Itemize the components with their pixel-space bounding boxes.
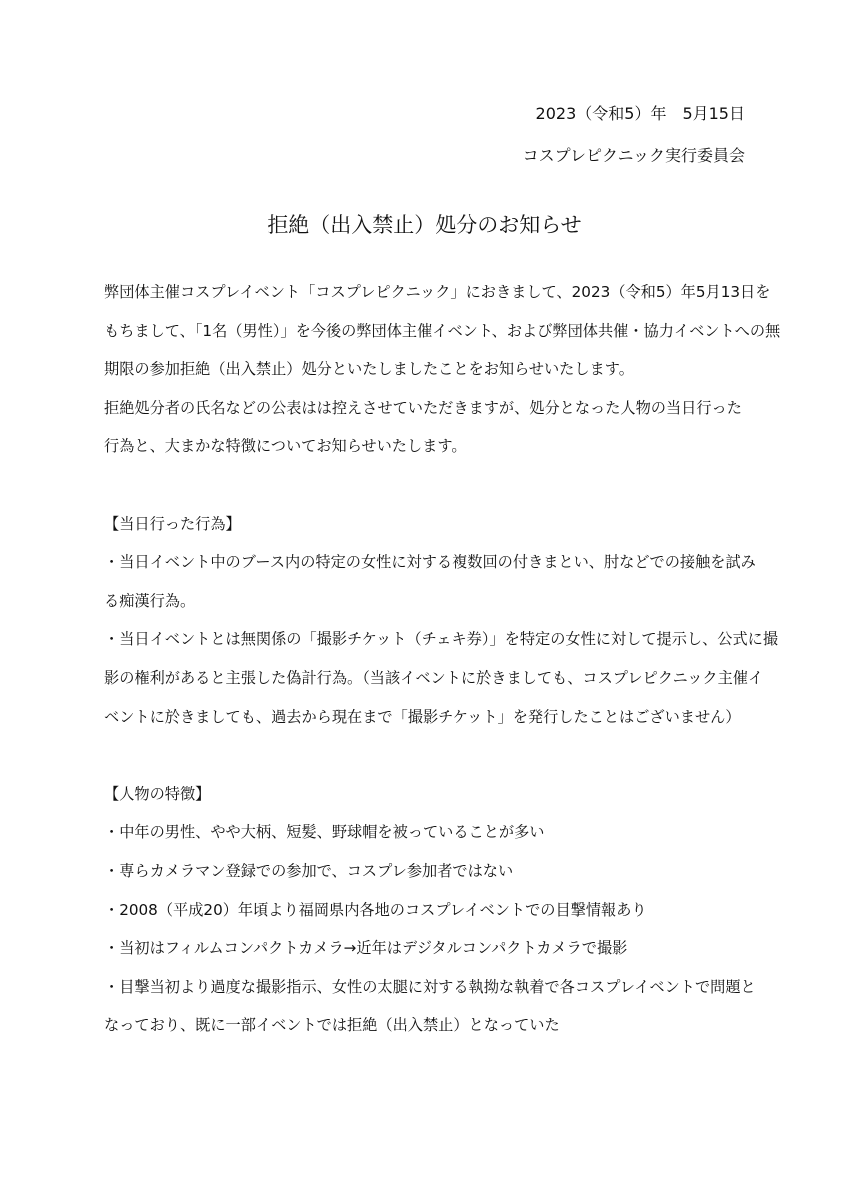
issuing-organization: コスプレピクニック実行委員会 [522, 146, 745, 165]
document-title: 拒絶（出入禁止）処分のお知らせ [267, 213, 582, 237]
section-spacer [104, 736, 764, 775]
section-spacer [104, 466, 764, 505]
actions-line: ベントに於きましても、過去から現在まで「撮影チケット」を発行したことはございません） [104, 707, 741, 726]
features-line: ・当初はフィルムコンパクトカメラ→近年はデジタルコンパクトカメラで撮影 [104, 939, 628, 958]
document-body [104, 273, 781, 1045]
actions-line: ・当日イベントとは無関係の「撮影チケット（チェキ券）」を特定の女性に対して提示し、公式に撮 [104, 630, 779, 649]
features-line: ・専らカメラマン登録での参加で、コスプレ参加者ではない [104, 861, 514, 880]
features-line: ・目撃当初より過度な撮影指示、女性の太腿に対する執拗な執着で各コスプレイベントで問題と [104, 977, 756, 996]
intro-line: 期限の参加拒絶（出入禁止）処分といたしましたことをお知らせいたします。 [104, 360, 634, 379]
actions-line: 影の権利があると主張した偽計行為。（当該イベントに於きましても、コスプレピクニック主催イ [104, 668, 764, 687]
actions-line: る痴漢行為。 [104, 591, 196, 610]
section-heading-actions: 【当日行った行為】 [104, 514, 241, 533]
intro-line: 行為と、大まかな特徴についてお知らせいたします。 [104, 437, 467, 456]
features-line: ・中年の男性、やや大柄、短髪、野球帽を被っていることが多い [104, 823, 545, 842]
features-line: ・2008（平成20）年頃より福岡県内各地のコスプレイベントでの目撃情報あり [104, 900, 647, 919]
document-date: 2023（令和5）年 5月15日 [535, 104, 745, 123]
intro-line: もちまして、「1名（男性）」を今後の弊団体主催イベント、および弊団体共催・協力イベントへの無 [104, 321, 781, 340]
actions-line: ・当日イベント中のブース内の特定の女性に対する複数回の付きまとい、肘などでの接触を試み [104, 553, 756, 572]
features-line: なっており、既に一部イベントでは拒絶（出入禁止）となっていた [104, 1016, 560, 1035]
intro-line: 弊団体主催コスプレイベント「コスプレピクニック」におきまして、2023（令和5）年5月13日を [104, 283, 771, 301]
intro-line: 拒絶処分者の氏名などの公表はは控えさせていただきますが、処分となった人物の当日行った [104, 398, 742, 417]
section-heading-features: 【人物の特徴】 [104, 784, 211, 803]
